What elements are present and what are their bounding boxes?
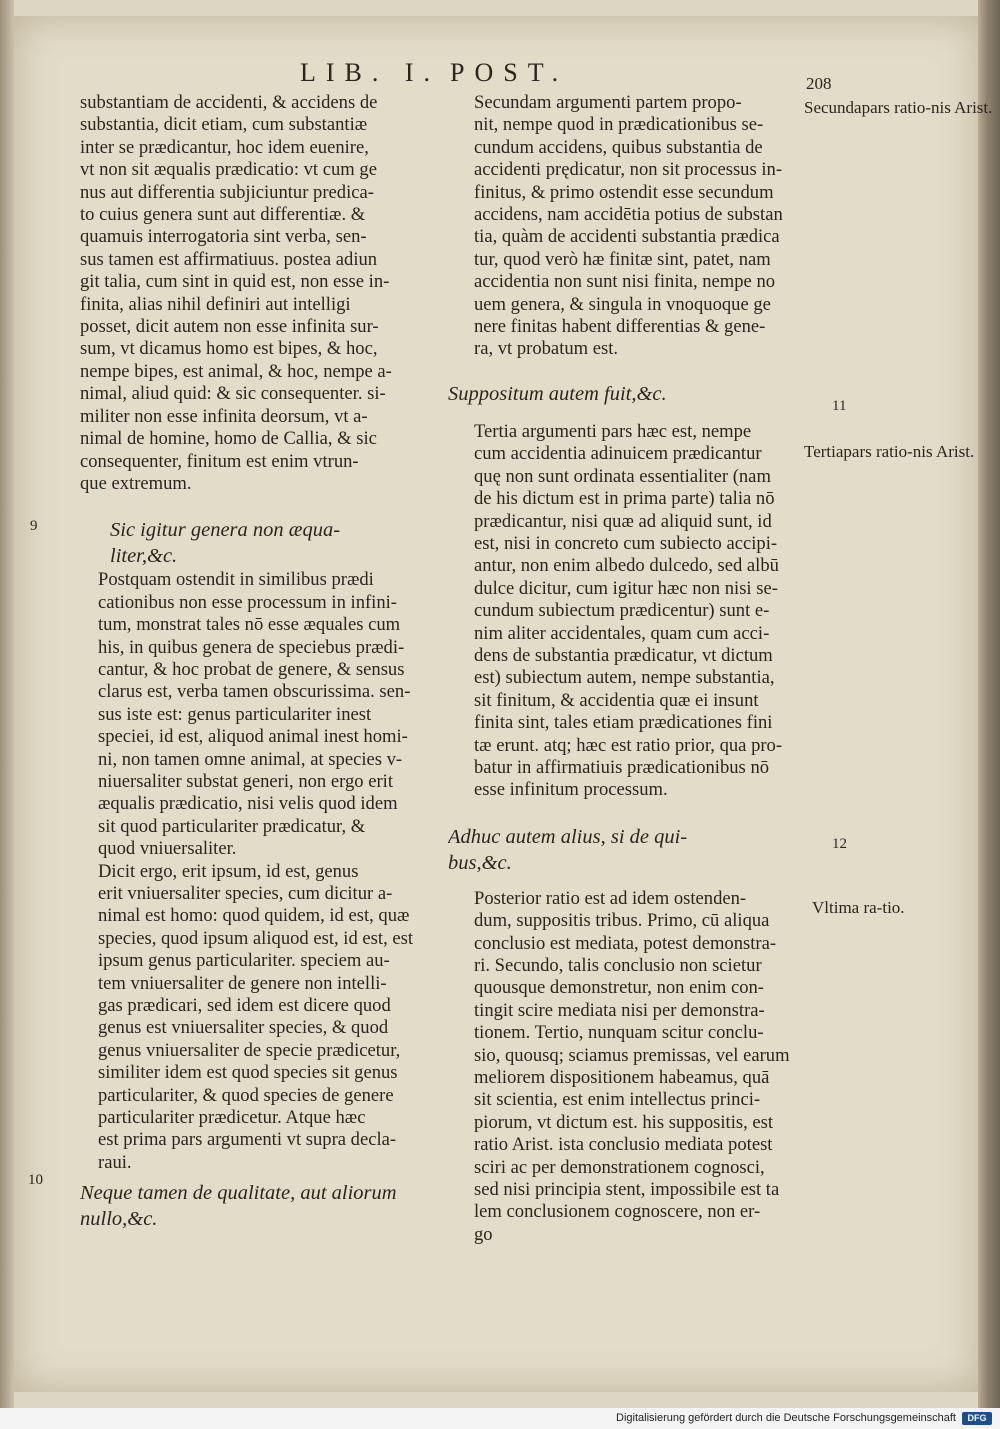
- lemma-line: nullo,&c.: [80, 1208, 158, 1231]
- text-line: substantiam de accidenti, & accidens de: [80, 92, 378, 113]
- margin-note-line: nis Arist.: [912, 442, 975, 461]
- text-line: sus tamen est affirmatiuus. postea adiun: [80, 248, 378, 270]
- text-line: go: [474, 1223, 493, 1245]
- text-line: accidentia non sunt nisi finita, nempe no: [474, 271, 776, 293]
- text-line: antur, non enim albedo dulcedo, sed albū: [474, 555, 779, 577]
- text-line: nus aut differentia subjiciuntur predica-: [80, 181, 374, 203]
- page-edge: [978, 0, 1000, 1408]
- text-line: Tertia argumenti pars hæc est, nempe: [474, 420, 752, 442]
- text-line: tingit scire mediata nisi per demonstra-: [474, 999, 765, 1021]
- text-line: dulce dicitur, cum igitur hæc non nisi se-: [474, 577, 778, 599]
- text-line: dum, suppositis tribus. Primo, cū aliqua: [474, 910, 770, 932]
- text-line: gas prædicari, sed idem est dicere quod: [98, 995, 391, 1017]
- text-line: ra, vt probatum est.: [474, 338, 619, 360]
- text-line: quamuis interrogatoria sint verba, sen-: [80, 226, 367, 248]
- text-line: niuersaliter substat generi, non ergo erit: [98, 770, 394, 792]
- footer-bar: [0, 1408, 1000, 1429]
- right-paragraph-1: [448, 92, 803, 361]
- text-line: quousque demonstretur, non enim con-: [474, 977, 764, 999]
- text-line: cantur, & hoc probat de genere, & sensus: [98, 658, 405, 680]
- text-line: sus iste est: genus particulariter inest: [98, 703, 372, 725]
- text-line: nimal de homine, homo de Callia, & sic: [80, 428, 377, 450]
- dfg-logo: DFG: [962, 1412, 992, 1425]
- text-line: git talia, cum sint in quid est, non esse in-: [80, 271, 390, 293]
- text-line: finita, alias nihil definiri aut intelligi: [80, 293, 351, 315]
- text-line: finita sint, tales etiam prædicationes fini: [474, 712, 773, 734]
- text-line: vt non sit æqualis prædicatio: vt cum ge: [80, 159, 377, 181]
- text-line: æqualis prædicatio, nisi velis quod idem: [98, 793, 398, 815]
- lemma-line: bus,&c.: [448, 851, 512, 874]
- left-paragraph-1: [80, 92, 424, 495]
- text-line: tionem. Tertio, nunquam scitur conclu-: [474, 1022, 764, 1044]
- text-line: cum accidentia adinuicem prædicantur: [474, 443, 762, 465]
- text-line: his, in quibus genera de speciebus prædi-: [98, 636, 405, 658]
- text-line: Secundam argumenti partem propo-: [474, 92, 742, 113]
- text-line: particulariter prædicetur. Atque hæc: [98, 1107, 366, 1129]
- text-line: genus est vniuersaliter species, & quod: [98, 1017, 389, 1039]
- text-line: conclusio est mediata, potest demonstra-: [474, 932, 777, 954]
- text-line: ipsum genus particulariter. speciem au-: [98, 950, 390, 972]
- text-line: uem genera, & singula in vnoquoque ge: [474, 293, 771, 315]
- text-line: consequenter, finitum est enim vtrun-: [80, 450, 359, 472]
- text-line: nere finitas habent differentias & gene-: [474, 316, 766, 338]
- text-line: tem vniuersaliter de genere non intelli-: [98, 972, 387, 994]
- text-line: de his dictum est in prima parte) talia nō: [474, 488, 775, 510]
- text-line: sed nisi principia stent, impossibile est ta: [474, 1179, 780, 1201]
- text-line: substantia, dicit etiam, cum substantiæ: [80, 114, 368, 136]
- text-line: sum, vt dicamus homo est bipes, & hoc,: [80, 338, 378, 360]
- text-line: nimal est homo: quod quidem, id est, quæ: [98, 905, 410, 927]
- right-paragraph-3: [448, 888, 803, 1247]
- text-line: sit scientia, est enim intellectus princi-: [474, 1089, 761, 1111]
- text-line: Postquam ostendit in similibus prædi: [98, 569, 374, 591]
- running-header: [300, 58, 820, 92]
- text-line: tia, quàm de accidenti substantia prædica: [474, 226, 780, 248]
- text-line: cationibus non esse processum in infini-: [98, 591, 397, 613]
- right-column: [448, 92, 803, 1246]
- right-lemma-1: [448, 381, 803, 407]
- right-lemma-2: [448, 824, 803, 876]
- text-line: tum, monstrat tales nō esse æquales cum: [98, 614, 401, 636]
- text-line: Dicit ergo, erit ipsum, id est, genus: [98, 860, 359, 882]
- book-gutter: [0, 0, 14, 1408]
- text-line: Posterior ratio est ad idem ostenden-: [474, 887, 747, 909]
- text-line: erit vniuersaliter species, cum dicitur a-: [98, 883, 393, 904]
- text-line: cundum accidens, quibus substantia de: [474, 136, 763, 158]
- left-column: [80, 92, 424, 1232]
- margin-note-line: Tertia: [804, 442, 844, 461]
- footer-text: Digitalisierung gefördert durch die Deutsche Forschungsgemeinschaft: [616, 1412, 956, 1424]
- lemma-line: liter,&c.: [110, 545, 178, 568]
- margin-note-line: pars ratio-: [861, 98, 931, 117]
- text-line: meliorem dispositionem habeamus, quā: [474, 1067, 770, 1089]
- text-line: accidenti prędicatur, non sit processus in-: [474, 159, 783, 181]
- margin-note-3: [812, 896, 905, 919]
- lemma-line: Suppositum autem fuit,&c.: [448, 382, 667, 405]
- left-lemma-2: [80, 1180, 424, 1232]
- left-paragraph-2: [80, 569, 424, 860]
- text-line: raui.: [98, 1151, 132, 1173]
- header-right: POST.: [450, 58, 569, 87]
- header-left: LIB. I.: [300, 58, 441, 87]
- text-line: est) subiectum autem, nempe substantia,: [474, 667, 775, 689]
- margin-note-1: [804, 96, 992, 119]
- text-line: finitus, & primo ostendit esse secundum: [474, 181, 774, 203]
- text-line: est, nisi in concreto cum subiecto accipi-: [474, 532, 778, 554]
- margin-number-12: 12: [832, 836, 847, 852]
- margin-note-2: [804, 440, 974, 463]
- text-line: piorum, vt dictum est. his suppositis, est: [474, 1111, 774, 1133]
- text-line: posset, dicit autem non esse infinita sur-: [80, 316, 379, 338]
- margin-note-line: tio.: [882, 898, 905, 917]
- lemma-line: Adhuc autem alius, si de qui-: [448, 825, 688, 848]
- margin-number-9: 9: [30, 518, 38, 534]
- text-line: species, quod ipsum aliquod est, id est, est: [98, 927, 414, 949]
- text-line: esse infinitum processum.: [474, 779, 668, 801]
- margin-note-line: nis Arist.: [930, 98, 993, 117]
- text-line: sit finitum, & accidentia quæ ei insunt: [474, 689, 759, 711]
- text-line: nim aliter accidentales, quam cum acci-: [474, 622, 770, 644]
- margin-number-11: 11: [832, 398, 847, 414]
- text-line: prædicantur, nisi quæ ad aliquid sunt, id: [474, 510, 772, 532]
- text-line: lem conclusionem cognoscere, non er-: [474, 1201, 761, 1223]
- left-lemma-1: [80, 517, 424, 569]
- lemma-line: Neque tamen de qualitate, aut aliorum: [80, 1182, 397, 1205]
- text-line: tur, quod verò hæ finitæ sint, patet, nam: [474, 248, 771, 270]
- text-line: quod vniuersaliter.: [98, 838, 237, 860]
- page-number: 208: [806, 74, 832, 93]
- text-line: nimal, aliud quid: & sic consequenter. si-: [80, 383, 386, 405]
- margin-number-10: 10: [28, 1172, 43, 1188]
- text-line: dens de substantia prædicatur, vt dictum: [474, 644, 773, 666]
- text-line: ratio Arist. ista conclusio mediata potest: [474, 1134, 773, 1156]
- margin-note-line: Secunda: [804, 98, 862, 117]
- text-line: clarus est, verba tamen obscurissima. sen-: [98, 681, 411, 703]
- text-line: genus vniuersaliter de specie prædicetur,: [98, 1039, 401, 1061]
- right-paragraph-2: [448, 421, 803, 802]
- text-line: militer non esse infinita deorsum, vt a-: [80, 405, 368, 427]
- text-line: tæ erunt. atq; hæc est ratio prior, qua pro-: [474, 734, 783, 756]
- text-line: ri. Secundo, talis conclusio non scietur: [474, 955, 762, 976]
- text-line: sio, quousq; sciamus premissas, vel earum: [474, 1044, 790, 1066]
- left-paragraph-3: [80, 861, 424, 1175]
- text-line: nit, nempe quod in prædicationibus se-: [474, 114, 764, 136]
- text-line: to cuius genera sunt aut differentiæ. &: [80, 204, 366, 226]
- text-line: accidens, nam accidētia potius de substan: [474, 204, 783, 226]
- text-line: ni, non tamen omne animal, at species v-: [98, 748, 403, 770]
- text-line: nempe bipes, est animal, & hoc, nempe a-: [80, 360, 392, 382]
- text-line: cundum subiectum prædicentur) sunt e-: [474, 600, 770, 622]
- text-line: sit quod particulariter prædicatur, &: [98, 815, 366, 837]
- text-line: similiter idem est quod species sit genus: [98, 1062, 398, 1084]
- text-line: quę non sunt ordinata essentialiter (nam: [474, 465, 771, 487]
- margin-note-line: Vltima ra-: [812, 898, 883, 917]
- text-line: que extremum.: [80, 472, 192, 494]
- margin-note-line: pars ratio-: [843, 442, 913, 461]
- text-line: particulariter, & quod species de genere: [98, 1084, 394, 1106]
- text-line: sciri ac per demonstrationem cognosci,: [474, 1156, 765, 1178]
- lemma-line: Sic igitur genera non æqua-: [110, 519, 341, 542]
- text-line: inter se prædicantur, hoc idem euenire,: [80, 136, 369, 158]
- text-line: est prima pars argumenti vt supra decla-: [98, 1129, 397, 1151]
- text-line: speciei, id est, aliquod animal inest homi-: [98, 726, 408, 748]
- text-line: batur in affirmatiuis prædicationibus nō: [474, 756, 770, 778]
